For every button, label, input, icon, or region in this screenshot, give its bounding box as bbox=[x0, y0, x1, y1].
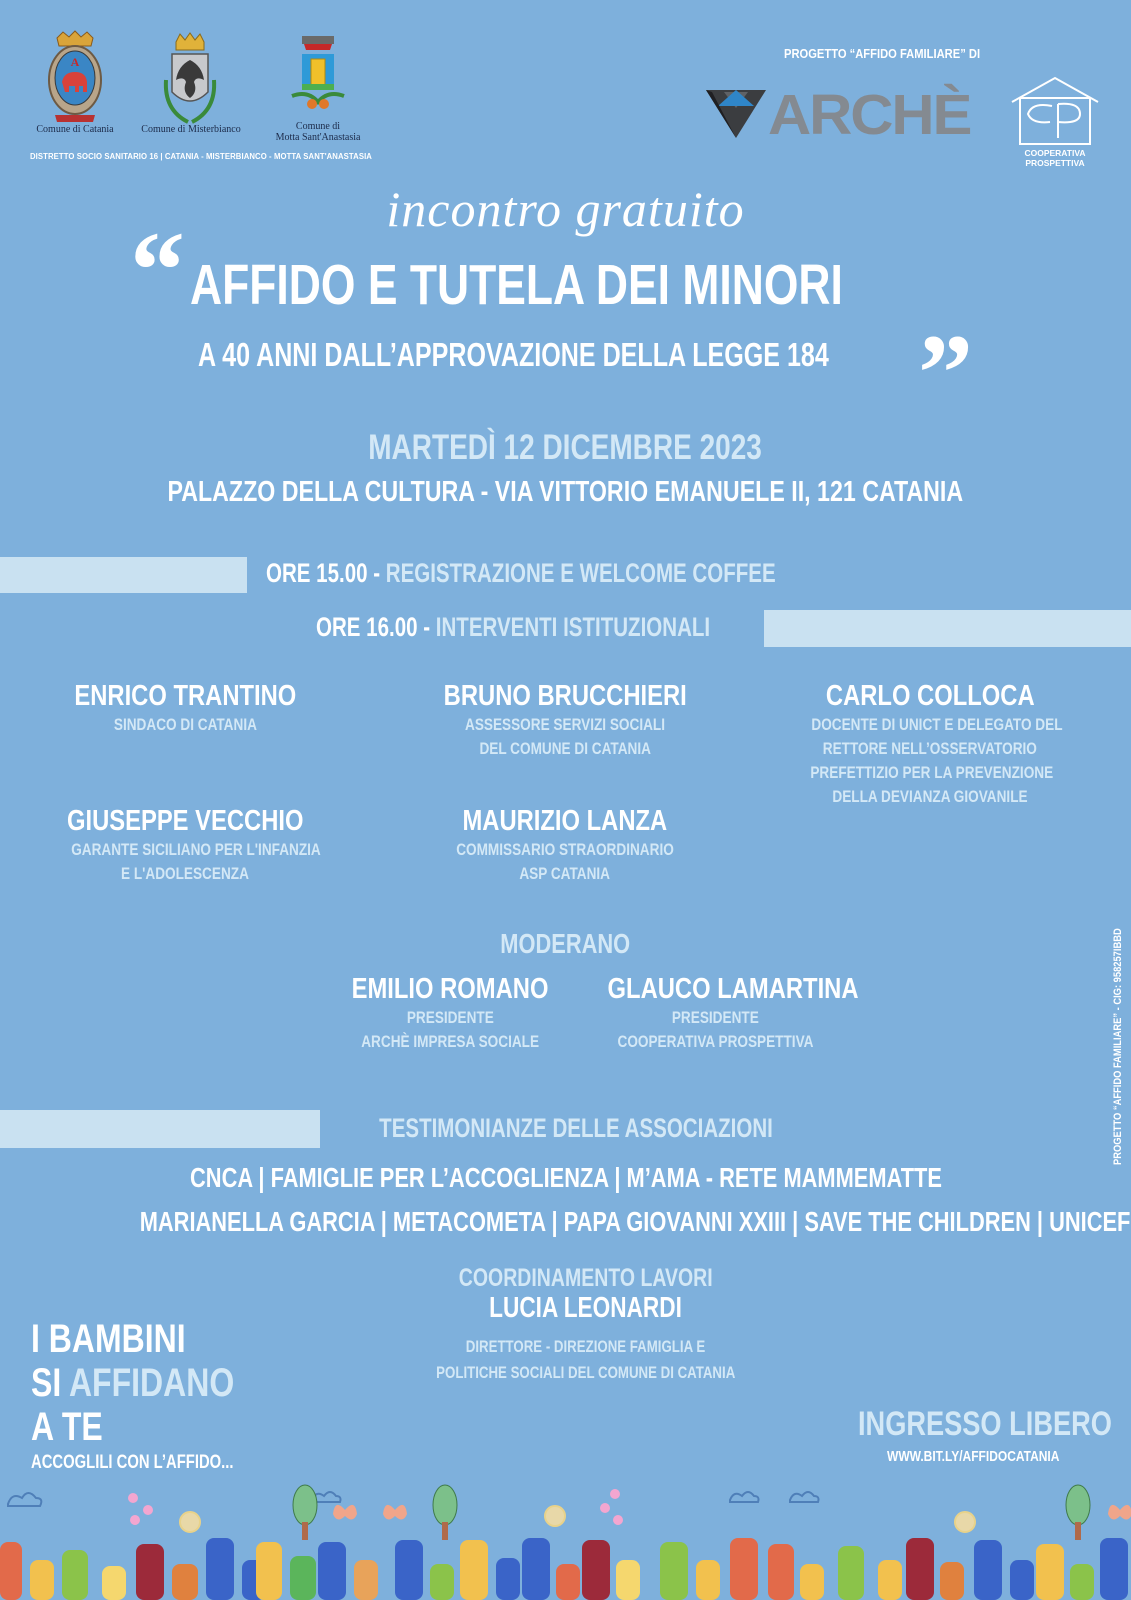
event-url-link[interactable]: WWW.BIT.LY/AFFIDOCATANIA bbox=[887, 1448, 1060, 1465]
speaker-name: BRUNO BRUCCHIERI bbox=[443, 680, 687, 712]
associations-line: CNCA | FAMIGLIE PER L’ACCOGLIENZA | M’AMA - RETE MAMMEMATTE bbox=[189, 1162, 942, 1193]
schedule-item: ORE 15.00 - REGISTRAZIONE E WELCOME COFFEE bbox=[266, 558, 776, 588]
free-entry-label: INGRESSO LIBERO bbox=[858, 1405, 1112, 1443]
speaker-card: MAURIZIO LANZA COMMISSARIO STRAORDINARIO ASP CATANIA bbox=[410, 805, 720, 886]
moderators-label: MODERANO bbox=[500, 928, 631, 959]
speaker-card: GIUSEPPE VECCHIO GARANTE SICILIANO PER L'INFANZIA E L'ADOLESCENZA bbox=[40, 805, 330, 886]
event-venue: PALAZZO DELLA CULTURA - VIA VITTORIO EMANUELE II, 121 CATANIA bbox=[167, 476, 964, 508]
crest-elephant-icon bbox=[35, 30, 115, 130]
speaker-name: ENRICO TRANTINO bbox=[74, 680, 296, 712]
svg-text:COOPERATIVA: COOPERATIVA bbox=[1024, 148, 1086, 158]
speaker-card bbox=[40, 680, 330, 737]
comune-motta-crest bbox=[278, 30, 358, 130]
speaker-name: MAURIZIO LANZA bbox=[462, 805, 668, 837]
coordinator-name: LUCIA LEONARDI bbox=[489, 1292, 682, 1324]
event-date: MARTEDÌ 12 DICEMBRE 2023 bbox=[368, 428, 763, 467]
crest-tower-icon bbox=[278, 30, 358, 130]
project-label: PROGETTO “AFFIDO FAMILIARE” DI bbox=[784, 46, 981, 61]
crest-eagle-icon bbox=[150, 30, 230, 130]
event-subtitle: A 40 ANNI DALL’APPROVAZIONE DELLA LEGGE 184 bbox=[198, 336, 829, 373]
catania-label: Comune di Catania bbox=[36, 124, 114, 135]
side-note: PROGETTO “AFFIDO FAMILIARE” - CIG: 958257IBBD bbox=[1112, 928, 1124, 1165]
moderator-name: EMILIO ROMANO bbox=[351, 973, 549, 1005]
speaker-role: SINDACO DI CATANIA bbox=[113, 715, 257, 734]
misterbianco-label: Comune di Misterbianco bbox=[141, 124, 241, 135]
decorative-band bbox=[0, 557, 247, 593]
speaker-role: GARANTE SICILIANO PER L'INFANZIA bbox=[71, 840, 321, 859]
speaker-role: ASSESSORE SERVIZI SOCIALI bbox=[464, 715, 666, 734]
cooperativa-prospettiva-logo bbox=[1010, 76, 1100, 168]
svg-text:PROSPETTIVA: PROSPETTIVA bbox=[1025, 158, 1085, 168]
moderator-card: GLAUCO LAMARTINA PRESIDENTE COOPERATIVA PROSPETTIVA bbox=[607, 973, 859, 1051]
svg-text:A: A bbox=[70, 55, 80, 69]
coordinator-role: DIRETTORE - DIREZIONE FAMIGLIA E POLITICHE SOCIALI DEL COMUNE DI CATANIA bbox=[435, 1337, 736, 1382]
schedule-item: ORE 16.00 - INTERVENTI ISTITUZIONALI bbox=[316, 612, 711, 642]
speaker-name: GIUSEPPE VECCHIO bbox=[66, 805, 304, 837]
decorative-band bbox=[764, 610, 1131, 647]
arche-wordmark: ARCHÈ bbox=[768, 83, 971, 147]
comune-catania-crest bbox=[35, 30, 115, 130]
open-quote-icon: “ bbox=[130, 209, 185, 331]
event-title: AFFIDO E TUTELA DEI MINORI bbox=[190, 253, 843, 317]
speaker-card: CARLO COLLOCA DOCENTE DI UNICT E DELEGATO DEL RETTORE NELL’OSSERVATORIO PREFETTIZIO PER LA PREVENZIONE DELLA DEVIANZA GIOVANILE bbox=[780, 680, 1080, 809]
motta-label: Comune di Motta Sant'Anastasia bbox=[275, 121, 361, 143]
coordination-label: COORDINAMENTO LAVORI bbox=[458, 1264, 713, 1292]
slogan-subtitle: ACCOGLILI CON L’AFFIDO... bbox=[31, 1452, 234, 1473]
event-kicker: incontro gratuito bbox=[386, 181, 745, 237]
associations-line: MARIANELLA GARCIA | METACOMETA | PAPA GIOVANNI XXIII | SAVE THE CHILDREN | UNICEF bbox=[139, 1206, 1131, 1237]
children-hands-illustration bbox=[0, 1480, 1131, 1600]
house-cp-icon bbox=[1010, 76, 1100, 168]
speaker-card: BRUNO BRUCCHIERI ASSESSORE SERVIZI SOCIALI DEL COMUNE DI CATANIA bbox=[410, 680, 720, 761]
speaker-role: DOCENTE DI UNICT E DELEGATO DEL bbox=[811, 715, 1063, 734]
slogan: I BAMBINI SI AFFIDANO A TE bbox=[31, 1317, 235, 1449]
speaker-role: COMMISSARIO STRAORDINARIO bbox=[456, 840, 674, 859]
comune-misterbianco-crest bbox=[150, 30, 230, 130]
close-quote-icon: ” bbox=[918, 312, 973, 434]
arche-logo bbox=[706, 83, 971, 147]
moderator-name: GLAUCO LAMARTINA bbox=[607, 973, 859, 1005]
associations-label: TESTIMONIANZE DELLE ASSOCIAZIONI bbox=[379, 1113, 774, 1143]
moderator-card: EMILIO ROMANO PRESIDENTE ARCHÈ IMPRESA SOCIALE bbox=[351, 973, 549, 1051]
speaker-name: CARLO COLLOCA bbox=[825, 680, 1035, 712]
arche-triangle-icon bbox=[706, 88, 766, 140]
raised-hand-icon bbox=[0, 1538, 1128, 1600]
district-caption: DISTRETTO SOCIO SANITARIO 16 | CATANIA - MISTERBIANCO - MOTTA SANT'ANASTASIA bbox=[30, 151, 372, 161]
